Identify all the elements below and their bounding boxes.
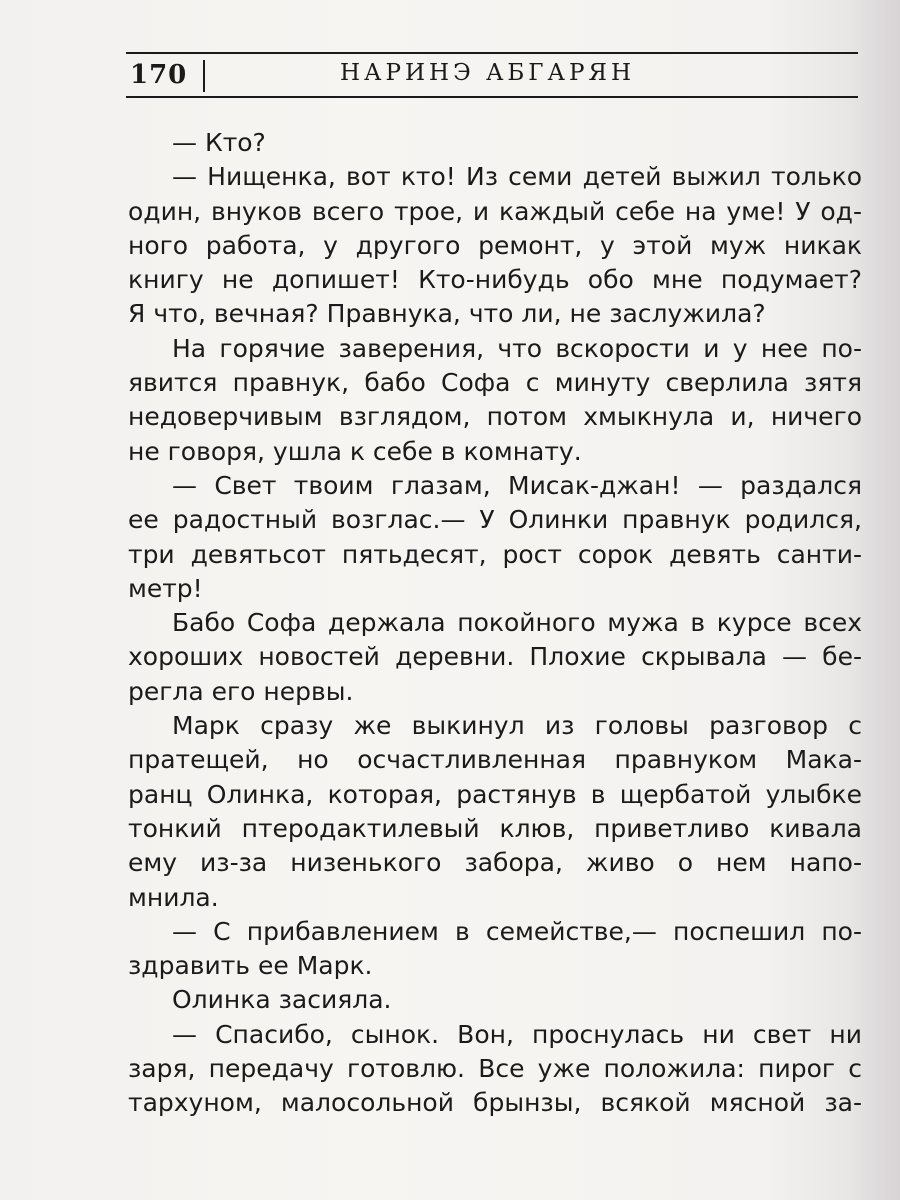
text-line: хороших новостей деревни. Плохие скрывала — бе- <box>128 642 862 672</box>
text-line: — Нищенка, вот кто! Из семи детей выжил только <box>172 162 862 192</box>
text-line: — Кто? <box>172 128 266 157</box>
text-line: метр! <box>128 573 203 603</box>
text-line: здравить ее Марк. <box>128 951 373 981</box>
text-line: регла его нервы. <box>128 676 354 706</box>
text-line: три девятьсот пятьдесят, рост сорок девять санти- <box>128 539 862 569</box>
text-line: мнила. <box>128 882 219 912</box>
text-line: Бабо Софа держала покойного мужа в курсе всех <box>172 608 862 638</box>
text-line: не говоря, ушла к себе в комнату. <box>128 436 582 466</box>
text-line: ранц Олинка, которая, растянув в щербатой улыбке <box>128 779 862 809</box>
text-line: книгу не допишет! Кто-нибудь обо мне подумает? <box>128 265 862 295</box>
header-divider <box>203 60 205 92</box>
running-head-author: НАРИНЭ АБГАРЯН <box>340 60 636 86</box>
body-text <box>128 126 862 1121</box>
header-bottom-rule <box>126 96 858 98</box>
text-line: ного работа, у другого ремонт, у этой муж никак <box>128 230 862 260</box>
text-line: — Свет твоим глазам, Мисак-джан! — раздался <box>172 470 862 500</box>
text-line: — С прибавлением в семействе,— поспешил по- <box>172 916 862 946</box>
text-line: заря, передачу готовлю. Все уже положила: пирог с <box>128 1054 862 1084</box>
text-line: пратещей, но осчастливленная правнуком Мака- <box>128 745 862 775</box>
text-line: явится правнук, бабо Софа с минуту сверлила зятя <box>128 368 862 398</box>
text-line: ему из-за низенького забора, живо о нем напо- <box>128 848 862 878</box>
header-top-rule <box>126 52 858 54</box>
text-line: ее радостный возглас.— У Олинки правнук родился, <box>128 505 862 535</box>
text-line: недоверчивым взглядом, потом хмыкнула и, ничего <box>128 402 862 432</box>
page-number: 170 <box>130 60 188 90</box>
text-line: тархуном, малосольной брынзы, всякой мясной за- <box>128 1088 862 1118</box>
text-line: Я что, вечная? Правнука, что ли, не заслужила? <box>128 299 766 329</box>
text-line: тонкий птеродактилевый клюв, приветливо кивала <box>128 813 862 843</box>
text-line: Марк сразу же выкинул из головы разговор с <box>172 711 862 741</box>
text-line: — Спасибо, сынок. Вон, проснулась ни свет ни <box>172 1019 862 1049</box>
text-line: Олинка засияла. <box>172 985 392 1015</box>
text-line: один, внуков всего трое, и каждый себе на уме! У од- <box>128 196 862 226</box>
text-line: На горячие заверения, что вскорости и у нее по- <box>172 333 862 363</box>
